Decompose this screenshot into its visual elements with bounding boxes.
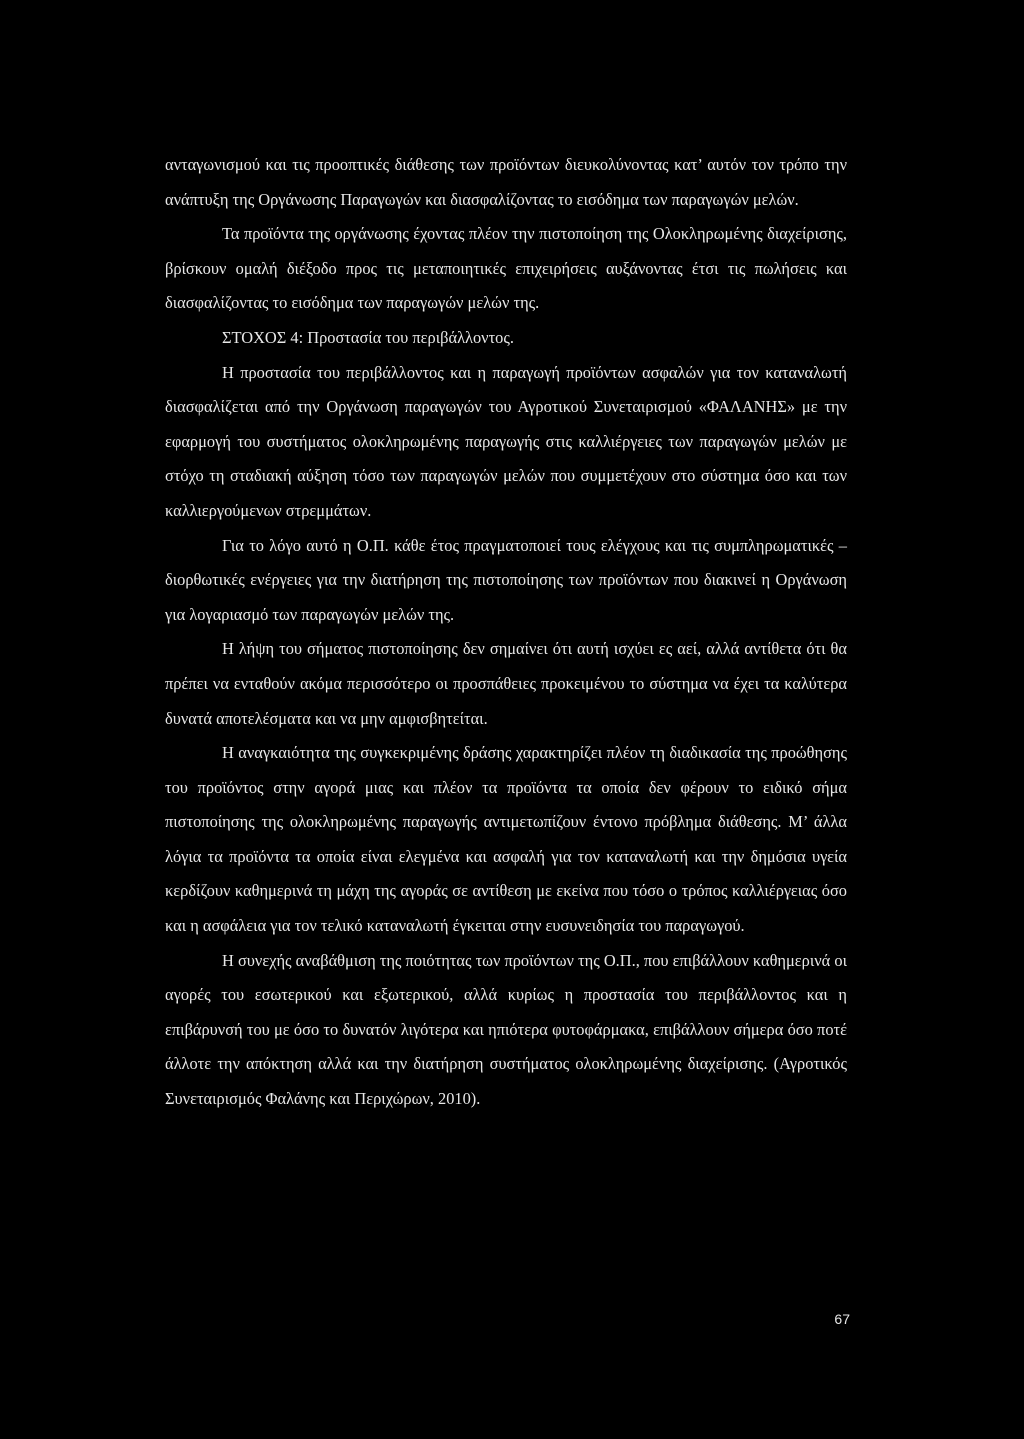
page-number: 67 [834,1311,850,1327]
document-body [165,148,847,1117]
paragraph-6: Η αναγκαιότητα της συγκεκριμένης δράσης χαρακτηρίζει πλέον τη διαδικασία της προώθησης του προϊόντος στην αγορά μιας και πλέον τα προϊόντα τα οποία δεν φέρουν το ειδικό σήμα πιστοποίησης της ολοκληρωμένης παραγωγής αντιμετωπίζουν έντονο πρόβλημα διάθεσης. Μ’ άλλα λόγια τα προϊόντα τα οποία είναι ελεγμένα και ασφαλή για τον καταναλωτή και την δημόσια υγεία κερδίζουν καθημερινά τη μάχη της αγοράς σε αντίθεση με εκείνα που τόσο ο τρόπος καλλιέργειας όσο και η ασφάλεια για τον τελικό καταναλωτή έγκειται στην ευσυνειδησία του παραγωγού. [165,743,847,936]
paragraph-4: Για το λόγο αυτό η Ο.Π. κάθε έτος πραγματοποιεί τους ελέγχους και τις συμπληρωματικές – διορθωτικές ενέργειες για την διατήρηση της πιστοποίησης των προϊόντων που διακινεί η Οργάνωση για λογαριασμό των παραγωγών μελών της. [165,535,847,624]
paragraph-7: Η συνεχής αναβάθμιση της ποιότητας των προϊόντων της Ο.Π., που επιβάλλουν καθημερινά οι αγορές του εσωτερικού και εξωτερικού, αλλά κυρίως η προστασία του περιβάλλοντος και η επιβάρυνσή του με όσο το δυνατόν λιγότερα και ηπιότερα φυτοφάρμακα, επιβάλλουν σήμερα όσο ποτέ άλλοτε την απόκτηση αλλά και την διατήρηση συστήματος ολοκληρωμένης διαχείρισης. (Αγροτικός Συνεταιρισμός Φαλάνης και Περιχώρων, 2010). [165,950,847,1109]
paragraph-2: Τα προϊόντα της οργάνωσης έχοντας πλέον την πιστοποίηση της Ολοκληρωμένης διαχείρισης, βρίσκουν ομαλή διέξοδο προς τις μεταποιητικές επιχειρήσεις αυξάνοντας έτσι τις πωλήσεις και διασφαλίζοντας το εισόδημα των παραγωγών μελών της. [165,224,847,313]
paragraph-1: ανταγωνισμού και τις προοπτικές διάθεσης των προϊόντων διευκολύνοντας κατ’ αυτόν τον τρόπο την ανάπτυξη της Οργάνωσης Παραγωγών και διασφαλίζοντας το εισόδημα των παραγωγών μελών. [165,155,847,209]
paragraph-5: Η λήψη του σήματος πιστοποίησης δεν σημαίνει ότι αυτή ισχύει ες αεί, αλλά αντίθετα ότι θα πρέπει να ενταθούν ακόμα περισσότερο οι προσπάθειες προκειμένου το σύστημα να έχει τα καλύτερα δυνατά αποτελέσματα και να μην αμφισβητείται. [165,639,847,728]
section-heading: ΣΤΟΧΟΣ 4: Προστασία του περιβάλλοντος. [222,327,514,347]
paragraph-3: Η προστασία του περιβάλλοντος και η παραγωγή προϊόντων ασφαλών για τον καταναλωτή διασφαλίζεται από την Οργάνωση παραγωγών του Αγροτικού Συνεταιρισμού «ΦΑΛΑΝΗΣ» με την εφαρμογή του συστήματος ολοκληρωμένης παραγωγής στις καλλιέργειες των παραγωγών μελών με στόχο τη σταδιακή αύξηση τόσο των παραγωγών μελών που συμμετέχουν στο σύστημα όσο και των καλλιεργούμενων στρεμμάτων. [165,362,847,520]
